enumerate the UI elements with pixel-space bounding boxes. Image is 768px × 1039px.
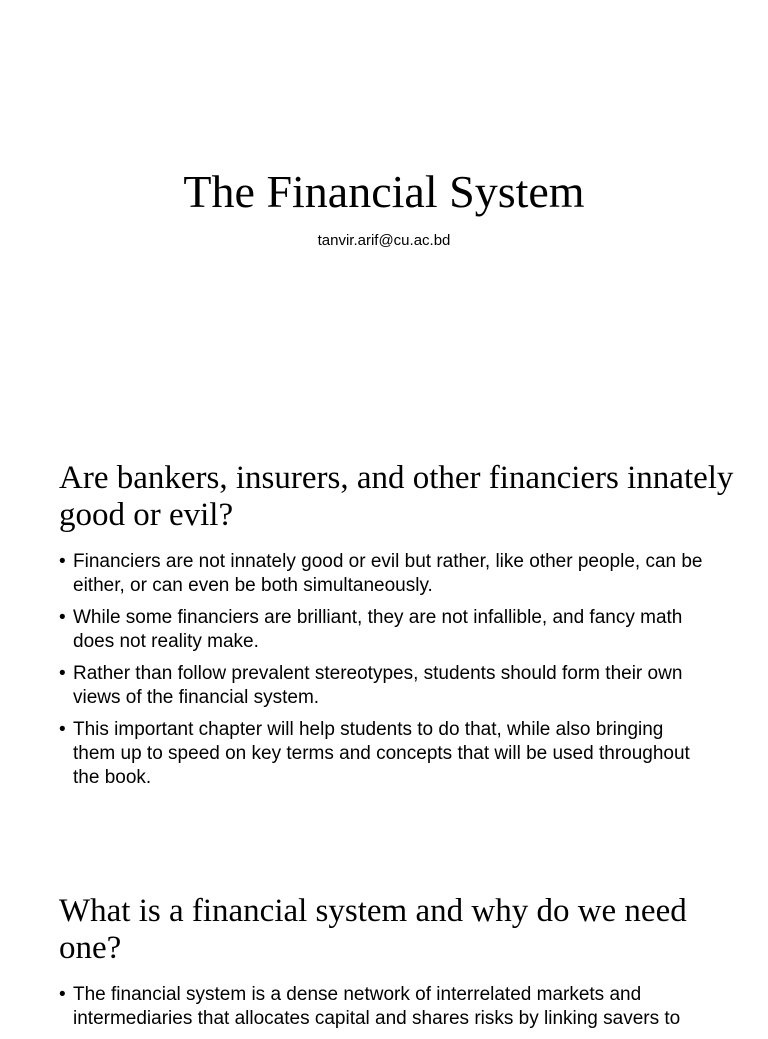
slide-heading-financial-system: What is a financial system and why do we need one? xyxy=(59,893,687,966)
slide-title: The Financial System xyxy=(183,166,585,217)
bullet-item xyxy=(59,606,709,654)
bullet-item xyxy=(59,550,709,598)
slide-subtitle-email: tanvir.arif@cu.ac.bd xyxy=(317,232,451,249)
bullet-item xyxy=(59,662,709,710)
bullet-marker: • xyxy=(59,719,66,740)
bullet-text: Financiers are not innately good or evil but rather, like other people, can be either, or can even be both simultaneously. xyxy=(73,551,703,596)
slide-heading-good-or-evil: Are bankers, insurers, and other financiers innately good or evil? xyxy=(59,460,734,533)
bullet-marker: • xyxy=(59,551,66,572)
bullet-marker: • xyxy=(59,607,66,628)
bullet-text: The financial system is a dense network of interrelated markets and intermediaries that allocates capital and shares risks by linking savers to xyxy=(73,984,681,1029)
bullet-item xyxy=(59,718,709,790)
bullet-text: This important chapter will help students to do that, while also bringing them up to speed on key terms and concepts that will be used throughout the book. xyxy=(73,719,690,788)
bullet-marker: • xyxy=(59,663,66,684)
bullet-list-good-or-evil xyxy=(59,550,709,798)
bullet-marker: • xyxy=(59,984,66,1005)
bullet-text: Rather than follow prevalent stereotypes, students should form their own views of the financial system. xyxy=(73,663,683,708)
bullet-text: While some financiers are brilliant, they are not infallible, and fancy math does not reality make. xyxy=(73,607,683,652)
bullet-list-financial-system xyxy=(59,983,709,1039)
